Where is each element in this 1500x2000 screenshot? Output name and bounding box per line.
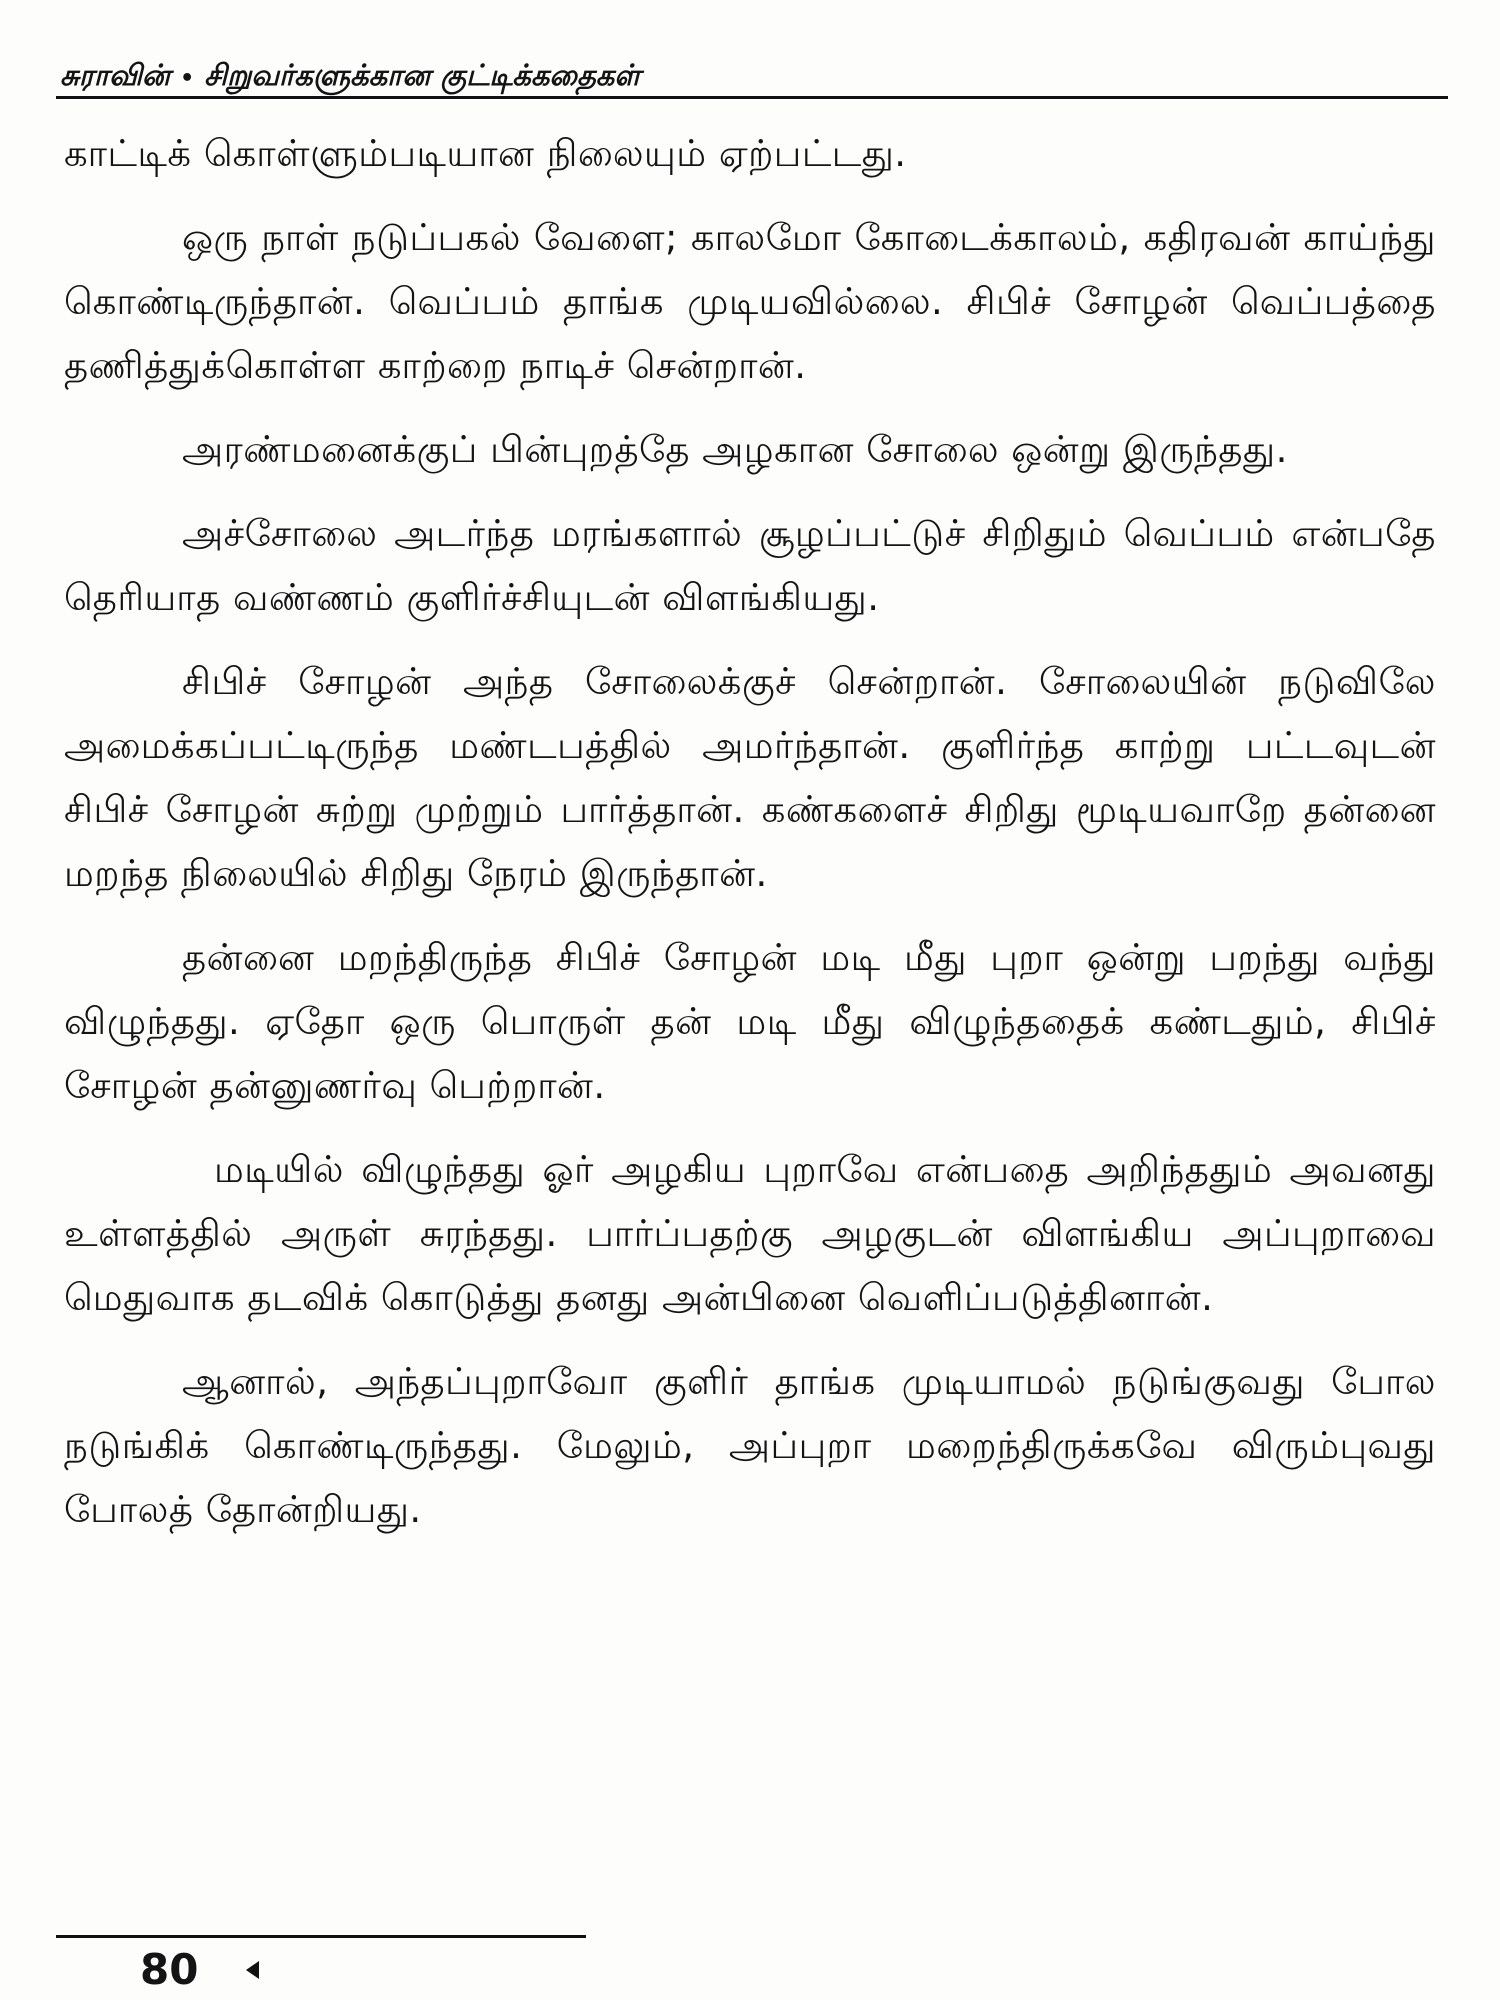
header-book-title: சிறுவர்களுக்கான குட்டிக்கதைகள்: [204, 58, 641, 92]
header-rule: [56, 96, 1448, 99]
paragraph-6: தன்னை மறந்திருந்த சிபிச் சோழன் மடி மீது புறா ஒன்று பறந்து வந்து விழுந்தது. ஏதோ ஒரு பொருள் தன் மடி மீது விழுந்ததைக் கண்டதும், சிபிச் சோழன் தன்னுணர்வு பெற்றான்.: [64, 936, 1436, 1107]
paragraph-3: அரண்மனைக்குப் பின்புறத்தே அழகான சோலை ஒன்று இருந்தது.: [182, 428, 1288, 471]
paragraph-2: ஒரு நாள் நடுப்பகல் வேளை; காலமோ கோடைக்காலம், கதிரவன் காய்ந்து கொண்டிருந்தான். வெப்பம் தாங்க முடியவில்லை. சிபிச் சோழன் வெப்பத்தை தணித்துக்கொள்ள காற்றை நாடிச் சென்றான்.: [64, 216, 1436, 387]
paragraph-1: காட்டிக் கொள்ளும்படியான நிலையும் ஏற்பட்டது.: [64, 132, 907, 175]
story-body: [64, 122, 1436, 1562]
running-header: [60, 58, 1450, 96]
paragraph-5: சிபிச் சோழன் அந்த சோலைக்குச் சென்றான். சோலையின் நடுவிலே அமைக்கப்பட்டிருந்த மண்டபத்தில் அமர்ந்தான். குளிர்ந்த காற்று பட்டவுடன் சிபிச் சோழன் சுற்று முற்றும் பார்த்தான். கண்களைச் சிறிது மூடியவாறே தன்னை மறந்த நிலையில் சிறிது நேரம் இருந்தான்.: [64, 660, 1436, 895]
page-footer: [140, 1945, 259, 1994]
header-author: சுராவின்: [60, 58, 171, 92]
paragraph-4: அச்சோலை அடர்ந்த மரங்களால் சூழப்பட்டுச் சிறிதும் வெப்பம் என்பதே தெரியாத வண்ணம் குளிர்ச்சியுடன் விளங்கியது.: [64, 512, 1436, 619]
footer-rule: [56, 1935, 586, 1938]
paragraph-8: ஆனால், அந்தப்புறாவோ குளிர் தாங்க முடியாமல் நடுங்குவது போல நடுங்கிக் கொண்டிருந்தது. மேலும், அப்புறா மறைந்திருக்கவே விரும்புவது போலத் தோன்றியது.: [64, 1360, 1436, 1531]
header-bullet: •: [180, 66, 195, 91]
paragraph-7: மடியில் விழுந்தது ஓர் அழகிய புறாவே என்பதை அறிந்ததும் அவனது உள்ளத்தில் அருள் சுரந்தது. பார்ப்பதற்கு அழகுடன் விளங்கிய அப்புறாவை மெதுவாக தடவிக் கொடுத்து தனது அன்பினை வெளிப்படுத்தினான்.: [64, 1148, 1436, 1319]
page-number: 80: [140, 1945, 199, 1994]
left-triangle-icon: [246, 1961, 259, 1979]
